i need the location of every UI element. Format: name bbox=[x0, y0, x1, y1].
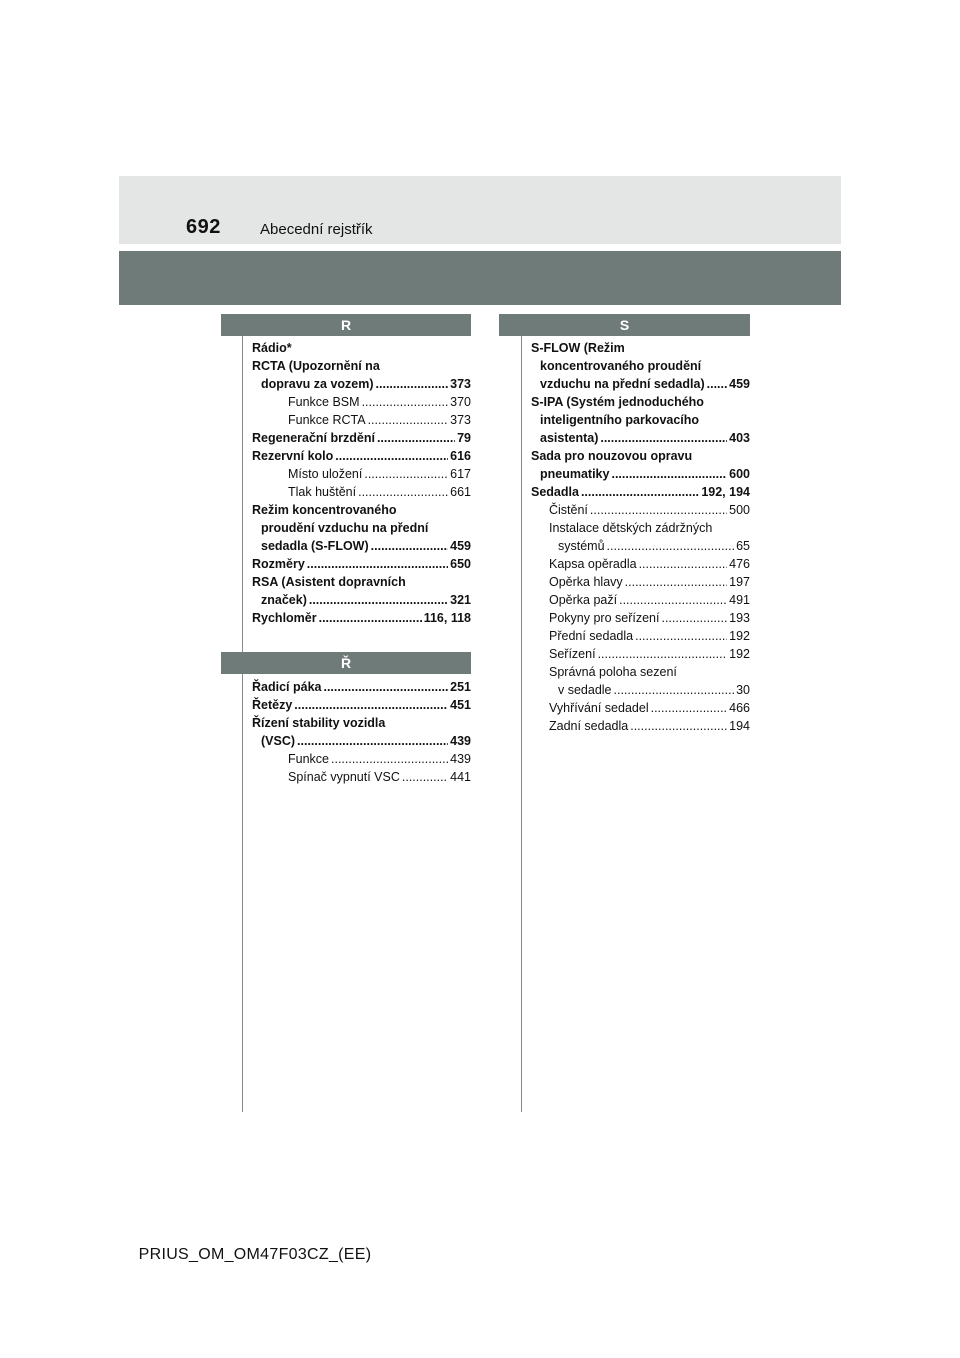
dot-leader bbox=[625, 573, 727, 591]
index-entry-text: Čistění bbox=[549, 503, 588, 517]
index-entry-line bbox=[549, 519, 750, 537]
page-reference: 439 bbox=[450, 752, 471, 766]
index-entry bbox=[252, 411, 471, 429]
index-entry-text: Rezervní kolo bbox=[252, 449, 334, 463]
index-entry-text: Řízení stability vozidla bbox=[252, 716, 386, 730]
index-entry-line bbox=[549, 573, 750, 591]
page-reference: 197 bbox=[729, 575, 750, 589]
page-reference: 251 bbox=[450, 680, 471, 694]
dot-leader bbox=[607, 537, 735, 555]
column-rule-right bbox=[521, 336, 522, 1112]
dot-leader bbox=[309, 591, 448, 609]
dot-leader bbox=[297, 732, 448, 750]
page-reference: 403 bbox=[729, 431, 750, 445]
page-reference: 30 bbox=[736, 683, 750, 697]
index-list-s bbox=[531, 339, 750, 735]
dot-leader bbox=[319, 609, 422, 627]
index-entry-text: Správná poloha sezení bbox=[549, 665, 677, 679]
page-reference: 439 bbox=[450, 734, 471, 748]
index-entry-text: Řadicí páka bbox=[252, 680, 322, 694]
index-entry bbox=[531, 717, 750, 735]
index-entry bbox=[252, 447, 471, 465]
index-entry-text: v sedadle bbox=[558, 683, 612, 697]
index-entry-line bbox=[549, 591, 750, 609]
index-entry-line bbox=[531, 411, 750, 429]
index-entry-text: inteligentního parkovacího bbox=[540, 413, 700, 427]
dot-leader bbox=[619, 591, 727, 609]
index-entry-text: pneumatiky bbox=[540, 467, 610, 481]
index-entry bbox=[252, 696, 471, 714]
dot-leader bbox=[376, 375, 449, 393]
index-entry-text: Pokyny pro seřízení bbox=[549, 611, 660, 625]
index-entry-text: Sedadla bbox=[531, 485, 579, 499]
index-entry bbox=[531, 483, 750, 501]
index-entry bbox=[252, 501, 471, 555]
index-entry bbox=[531, 393, 750, 447]
index-entry-line bbox=[252, 678, 471, 696]
index-entry-text: Funkce BSM bbox=[288, 395, 360, 409]
index-entry-line bbox=[549, 681, 750, 699]
page-reference: 321 bbox=[450, 593, 471, 607]
index-list-r bbox=[252, 339, 471, 627]
index-entry-line bbox=[288, 411, 471, 429]
index-entry-text: S-IPA (Systém jednoduchého bbox=[531, 395, 704, 409]
index-entry-line bbox=[531, 483, 750, 501]
dot-leader bbox=[331, 750, 448, 768]
dot-leader bbox=[598, 645, 728, 663]
index-entry-text: asistenta) bbox=[540, 431, 599, 445]
index-entry-line bbox=[549, 537, 750, 555]
header-dark-band bbox=[119, 251, 841, 305]
dot-leader bbox=[600, 429, 727, 447]
dot-leader bbox=[611, 465, 727, 483]
dot-leader bbox=[362, 393, 449, 411]
page-reference: 373 bbox=[450, 377, 471, 391]
index-entry-line bbox=[531, 339, 750, 357]
header-band bbox=[119, 176, 841, 244]
index-entry-text: Opěrka paží bbox=[549, 593, 618, 607]
index-entry-line bbox=[252, 609, 471, 627]
index-entry bbox=[531, 645, 750, 663]
dot-leader bbox=[402, 768, 448, 786]
dot-leader bbox=[371, 537, 448, 555]
index-entry bbox=[531, 627, 750, 645]
index-entry-line bbox=[252, 429, 471, 447]
index-entry-line bbox=[252, 375, 471, 393]
index-entry bbox=[252, 429, 471, 447]
index-entry-text: Instalace dětských zádržných bbox=[549, 521, 713, 535]
index-entry-line bbox=[549, 627, 750, 645]
index-entry bbox=[531, 555, 750, 573]
page-reference: 476 bbox=[729, 557, 750, 571]
index-entry-text: Funkce bbox=[288, 752, 329, 766]
dot-leader bbox=[294, 696, 448, 714]
index-entry bbox=[252, 573, 471, 609]
dot-leader bbox=[590, 501, 727, 519]
index-entry-text: systémů bbox=[558, 539, 605, 553]
index-entry bbox=[531, 663, 750, 699]
index-entry-text: Rozměry bbox=[252, 557, 305, 571]
page-reference: 600 bbox=[729, 467, 750, 481]
page-reference: 459 bbox=[729, 377, 750, 391]
page-reference: 616 bbox=[450, 449, 471, 463]
index-entry-line bbox=[549, 555, 750, 573]
dot-leader bbox=[368, 411, 449, 429]
column-rule-left bbox=[242, 336, 243, 1112]
index-entry-line bbox=[549, 663, 750, 681]
index-entry bbox=[252, 393, 471, 411]
page-reference: 466 bbox=[729, 701, 750, 715]
index-entry-text: Řetězy bbox=[252, 698, 293, 712]
index-entry bbox=[252, 339, 471, 357]
footer-doc-code: PRIUS_OM_OM47F03CZ_(EE) bbox=[138, 1246, 372, 1263]
page-reference: 116, 118 bbox=[423, 611, 471, 625]
index-entry-text: Zadní sedadla bbox=[549, 719, 629, 733]
index-entry bbox=[252, 465, 471, 483]
index-entry bbox=[531, 501, 750, 519]
index-entry-text: dopravu za vozem) bbox=[261, 377, 374, 391]
index-entry-text: Tlak huštění bbox=[288, 485, 357, 499]
index-entry-line bbox=[549, 699, 750, 717]
page-reference: 661 bbox=[450, 485, 471, 499]
page-reference: 192 bbox=[729, 647, 750, 661]
index-entry-line bbox=[549, 645, 750, 663]
index-entry-text: sedadla (S-FLOW) bbox=[261, 539, 369, 553]
index-entry-line bbox=[531, 447, 750, 465]
index-entry-line bbox=[531, 357, 750, 375]
index-entry-text: RSA (Asistent dopravních bbox=[252, 575, 406, 589]
index-entry-text: Kapsa opěradla bbox=[549, 557, 637, 571]
index-entry bbox=[531, 699, 750, 717]
index-entry-text: vzduchu na přední sedadla) bbox=[540, 377, 705, 391]
letter-bar-s: S bbox=[499, 314, 750, 336]
page-reference: 373 bbox=[450, 413, 471, 427]
dot-leader bbox=[323, 678, 448, 696]
index-entry-text: Spínač vypnutí VSC bbox=[288, 770, 400, 784]
dot-leader bbox=[651, 699, 728, 717]
index-entry-line bbox=[252, 732, 471, 750]
index-entry-line bbox=[549, 501, 750, 519]
index-entry-text: Regenerační brzdění bbox=[252, 431, 375, 445]
page-reference: 193 bbox=[729, 611, 750, 625]
page-reference: 617 bbox=[450, 467, 471, 481]
dot-leader bbox=[581, 483, 699, 501]
index-entry-text: S-FLOW (Režim bbox=[531, 341, 625, 355]
page-reference: 79 bbox=[457, 431, 471, 445]
index-entry-text: Vyhřívání sedadel bbox=[549, 701, 649, 715]
dot-leader bbox=[707, 375, 728, 393]
index-entry-line bbox=[531, 429, 750, 447]
index-entry-text: Opěrka hlavy bbox=[549, 575, 623, 589]
index-entry bbox=[531, 591, 750, 609]
index-entry-line bbox=[288, 750, 471, 768]
page-reference: 459 bbox=[450, 539, 471, 553]
index-entry bbox=[531, 609, 750, 627]
index-entry-line bbox=[288, 393, 471, 411]
index-entry-line bbox=[252, 591, 471, 609]
index-entry bbox=[252, 609, 471, 627]
index-entry-line bbox=[252, 555, 471, 573]
index-entry bbox=[252, 678, 471, 696]
index-entry-text: Režim koncentrovaného bbox=[252, 503, 397, 517]
letter-bar-r: R bbox=[221, 314, 471, 336]
index-entry-text: Místo uložení bbox=[288, 467, 363, 481]
index-entry-line bbox=[252, 501, 471, 519]
index-list-r-caron bbox=[252, 678, 471, 786]
index-entry-text: Sada pro nouzovou opravu bbox=[531, 449, 693, 463]
index-entry-line bbox=[288, 483, 471, 501]
index-entry-line bbox=[288, 768, 471, 786]
letter-bar-r-caron: Ř bbox=[221, 652, 471, 674]
index-entry bbox=[252, 768, 471, 786]
index-entry-line bbox=[252, 339, 471, 357]
index-entry-text: Seřízení bbox=[549, 647, 596, 661]
index-entry bbox=[252, 555, 471, 573]
index-entry bbox=[252, 357, 471, 393]
index-entry-line bbox=[549, 717, 750, 735]
index-entry-line bbox=[252, 519, 471, 537]
index-entry bbox=[531, 339, 750, 393]
page-reference: 650 bbox=[450, 557, 471, 571]
index-entry-text: RCTA (Upozornění na bbox=[252, 359, 380, 373]
dot-leader bbox=[358, 483, 448, 501]
index-entry-text: Rádio* bbox=[252, 341, 292, 355]
page-reference: 192, 194 bbox=[701, 485, 750, 499]
page-reference: 194 bbox=[729, 719, 750, 733]
index-entry-line bbox=[252, 537, 471, 555]
page-reference: 370 bbox=[450, 395, 471, 409]
index-entry bbox=[252, 750, 471, 768]
dot-leader bbox=[661, 609, 727, 627]
dot-leader bbox=[364, 465, 448, 483]
page-reference: 192 bbox=[729, 629, 750, 643]
index-entry-text: (VSC) bbox=[261, 734, 296, 748]
index-entry-line bbox=[252, 696, 471, 714]
page-reference: 65 bbox=[736, 539, 750, 553]
index-entry-line bbox=[531, 465, 750, 483]
index-entry-text: Rychloměr bbox=[252, 611, 317, 625]
section-title: Abecední rejstřík bbox=[260, 221, 373, 238]
index-entry-line bbox=[549, 609, 750, 627]
dot-leader bbox=[639, 555, 728, 573]
index-entry-text: koncentrovaného proudění bbox=[540, 359, 702, 373]
dot-leader bbox=[614, 681, 735, 699]
dot-leader bbox=[635, 627, 727, 645]
index-entry-text: Přední sedadla bbox=[549, 629, 634, 643]
index-entry-line bbox=[252, 573, 471, 591]
index-entry-line bbox=[252, 447, 471, 465]
page-reference: 500 bbox=[729, 503, 750, 517]
dot-leader bbox=[307, 555, 448, 573]
dot-leader bbox=[630, 717, 727, 735]
dot-leader bbox=[335, 447, 448, 465]
index-entry bbox=[531, 447, 750, 483]
index-entry-line bbox=[252, 714, 471, 732]
index-entry-text: značek) bbox=[261, 593, 307, 607]
index-entry-line bbox=[531, 375, 750, 393]
index-entry bbox=[252, 483, 471, 501]
page-number: 692 bbox=[186, 216, 221, 238]
page-reference: 491 bbox=[729, 593, 750, 607]
page-reference: 441 bbox=[450, 770, 471, 784]
index-entry bbox=[531, 519, 750, 555]
index-entry-line bbox=[288, 465, 471, 483]
index-entry-text: proudění vzduchu na přední bbox=[261, 521, 429, 535]
page-reference: 451 bbox=[450, 698, 471, 712]
index-entry bbox=[531, 573, 750, 591]
index-entry-line bbox=[252, 357, 471, 375]
index-entry bbox=[252, 714, 471, 750]
dot-leader bbox=[377, 429, 455, 447]
index-entry-line bbox=[531, 393, 750, 411]
index-entry-text: Funkce RCTA bbox=[288, 413, 366, 427]
